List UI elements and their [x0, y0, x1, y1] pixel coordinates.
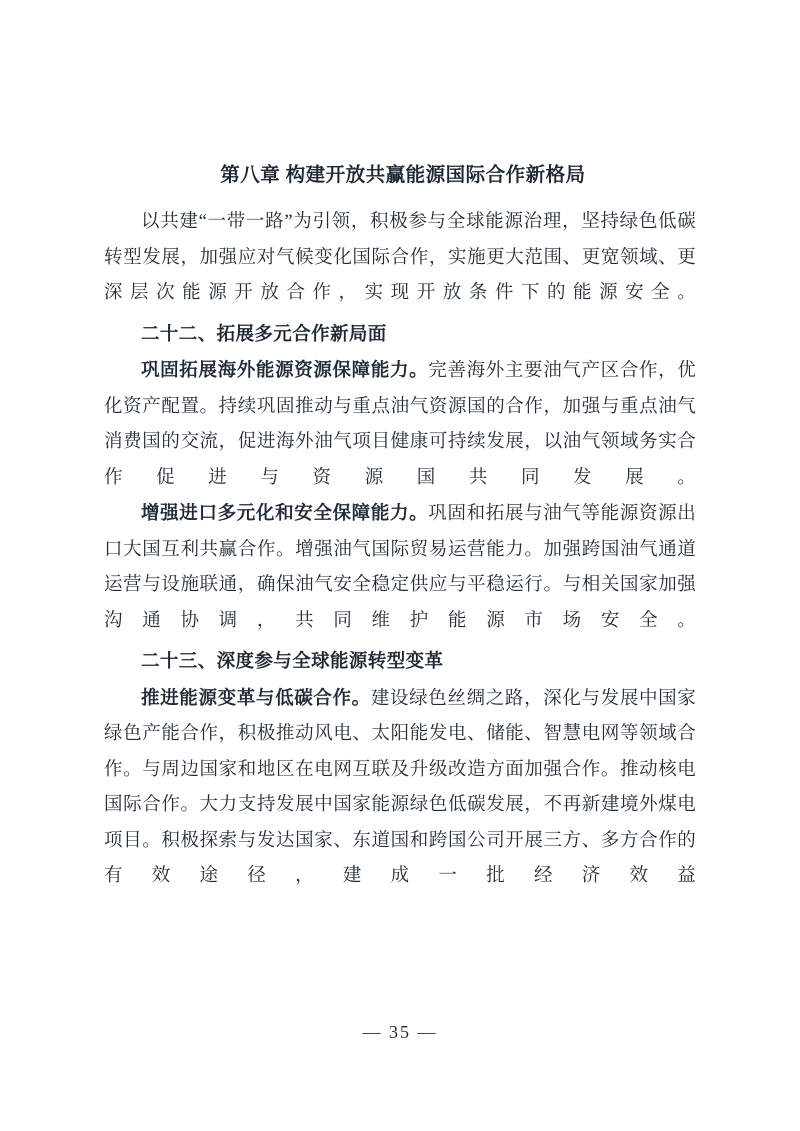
section-heading-23: 二十三、深度参与全球能源转型变革	[141, 652, 444, 673]
paragraph-23-1	[104, 682, 696, 895]
chapter-title: 第八章 构建开放共赢能源国际合作新格局	[220, 165, 586, 186]
paragraph-body: 巩固和拓展与油气等能源资源出口大国互利共赢合作。增强油气国际贸易运营能力。加强跨国油气通道运营与设施联通，确保油气安全稳定供应与平稳运行。与相关国家加强沟通协调，共同维护能源市场安全。	[104, 504, 696, 631]
paragraph-lead: 巩固拓展海外能源资源保障能力。	[141, 361, 429, 382]
paragraph-22-2	[104, 497, 696, 639]
page-number: — 35 —	[362, 1022, 438, 1042]
paragraph-body: 完善海外主要油气产区合作，优化资产配置。持续巩固推动与重点油气资源国的合作，加强与重点油气消费国的交流，促进海外油气项目健康可持续发展，以油气领域务实合作促进与资源国共同发展。	[104, 361, 696, 488]
paragraph-22-1	[104, 354, 696, 496]
section-heading-22: 二十二、拓展多元合作新局面	[141, 324, 387, 345]
paragraph-lead: 推进能源变革与低碳合作。	[141, 688, 371, 709]
paragraph-body: 建设绿色丝绸之路，深化与发展中国家绿色产能合作，积极推动风电、太阳能发电、储能、智慧电网等领域合作。与周边国家和地区在电网互联及升级改造方面加强合作。推动核电国际合作。大力支持发展中国家能源绿色低碳发展，不再新建境外煤电项目。积极探索与发达国家、东道国和跨国公司开展三方、多方合作的有效途径，建成一批经济效益	[104, 688, 696, 887]
intro-paragraph: 以共建“一带一路”为引领，积极参与全球能源治理，坚持绿色低碳转型发展，加强应对气候变化国际合作，实施更大范围、更宽领域、更深层次能源开放合作，实现开放条件下的能源安全。	[104, 212, 696, 304]
paragraph-lead: 增强进口多元化和安全保障能力。	[141, 504, 429, 525]
